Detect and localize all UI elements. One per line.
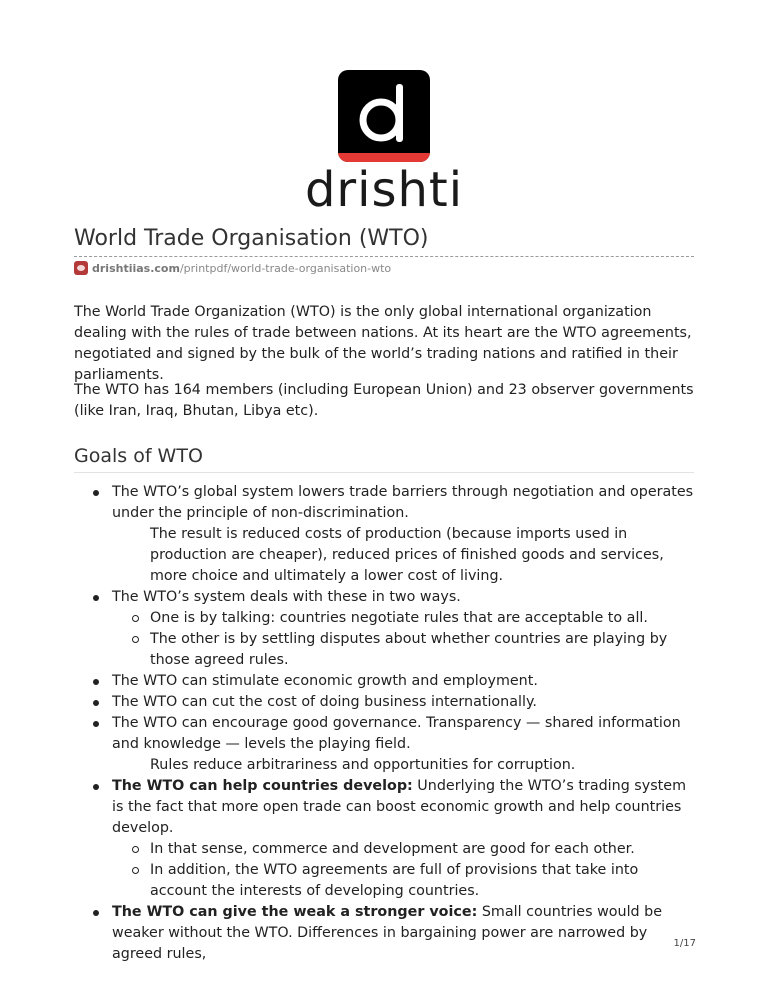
source-link[interactable] [74, 261, 391, 277]
drishti-logo [0, 70, 768, 216]
page-number: 1/17 [673, 938, 696, 949]
drishti-logo-tile [338, 70, 430, 162]
list-item-lead: The WTO can give the weak a stronger voice: [112, 904, 478, 920]
section-divider [74, 472, 694, 473]
d-letter-icon [338, 70, 430, 162]
list-item-lead: The WTO can help countries develop: [112, 778, 413, 794]
site-favicon-icon [74, 261, 88, 275]
source-domain[interactable]: drishtiias.com [92, 262, 180, 275]
intro-paragraph-2: The WTO has 164 members (including European Union) and 23 observer governments (like Iran, Iraq, Bhutan, Libya etc). [74, 382, 694, 419]
sub-list-item: In addition, the WTO agreements are full of provisions that take into account the interests of developing countries. [112, 860, 694, 902]
section-heading: Goals of WTO [74, 445, 203, 467]
source-path[interactable]: /printpdf/world-trade-organisation-wto [179, 262, 392, 275]
title-divider [74, 256, 694, 257]
sub-list-item: In that sense, commerce and development are good for each other. [112, 839, 694, 860]
sub-list-item: One is by talking: countries negotiate rules that are acceptable to all. [112, 608, 694, 629]
logo-wordmark: drishti [304, 162, 464, 218]
sub-list [112, 839, 694, 902]
sub-list [112, 608, 694, 671]
goals-list [74, 482, 694, 965]
sub-list-item: The other is by settling disputes about whether countries are playing by those agreed rules. [112, 629, 694, 671]
list-item: The WTO’s system deals with these in two ways. One is by talking: countries negotiate rules that are acceptable to all. The other is by settling disputes about whether countries are playing by those agreed rules. [74, 587, 694, 671]
intro-paragraph-1: The World Trade Organization (WTO) is the only global international organization dealing with the rules of trade between nations. At its heart are the WTO agreements, negotiated and signed by the bulk of the world’s trading nations and ratified in their parliaments. [74, 304, 692, 383]
list-item: The WTO can give the weak a stronger voice: Small countries would be weaker without the WTO. Differences in bargaining power are narrowed by agreed rules, [74, 902, 694, 965]
list-item: The WTO’s global system lowers trade barriers through negotiation and operates under the principle of non-discrimination. The result is reduced costs of production (because imports used in production are cheaper), reduced prices of finished goods and services, more choice and ultimately a lower cost of living. [74, 482, 694, 587]
list-item: The WTO can stimulate economic growth and employment. [74, 671, 694, 692]
list-item: The WTO can cut the cost of doing business internationally. [74, 692, 694, 713]
logo-red-bar [338, 153, 430, 162]
list-item-detail: Rules reduce arbitrariness and opportunities for corruption. [150, 757, 576, 773]
list-item: The WTO can encourage good governance. Transparency — shared information and knowledge — levels the playing field. Rules reduce arbitrariness and opportunities for corruption. [74, 713, 694, 776]
list-item: The WTO can help countries develop: Underlying the WTO’s trading system is the fact that more open trade can boost economic growth and help countries develop. In that sense, commerce and development are good for each other. In addition, the WTO agreements are full of provisions that take into account the interests of developing countries. [74, 776, 694, 902]
list-item-detail: The result is reduced costs of production (because imports used in production are cheaper), reduced prices of finished goods and services, more choice and ultimately a lower cost of living. [150, 526, 664, 584]
page-title: World Trade Organisation (WTO) [74, 226, 429, 251]
